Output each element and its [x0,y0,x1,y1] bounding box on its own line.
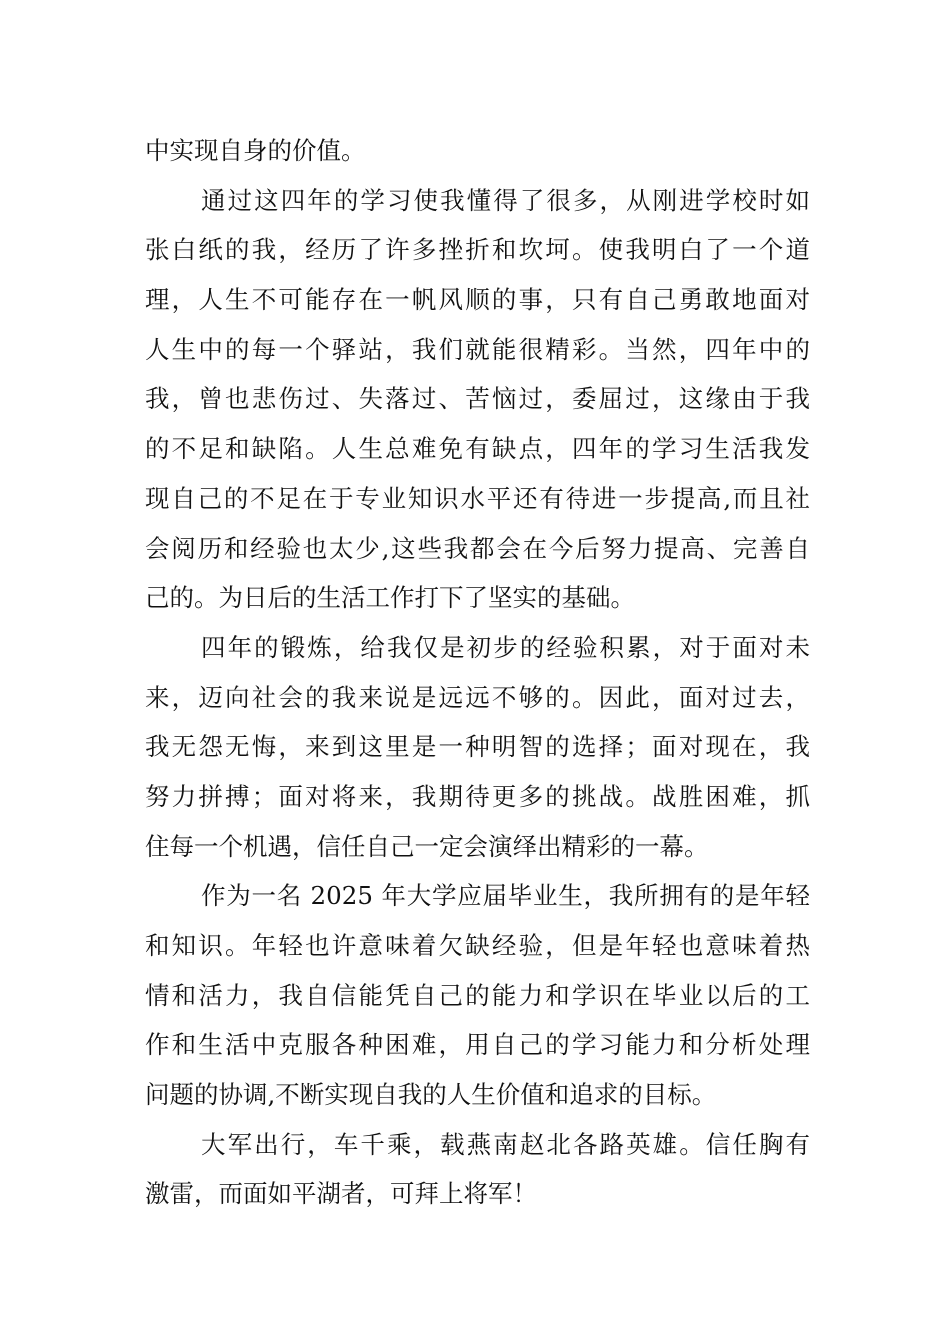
text-line: 问题的协调,不断实现自我的人生价值和追求的目标。 [145,1080,717,1110]
text-line: 作和生活中克服各种困难，用自己的学习能力和分析处理 [145,1030,810,1060]
text-line: 住每一个机遇，信任自己一定会演绎出精彩的一幕。 [145,831,709,861]
text-line: 我，曾也悲伤过、失落过、苦恼过，委屈过，这缘由于我 [145,384,810,414]
text-line: 作为一名 2025 年大学应届毕业生，我所拥有的是年轻 [201,881,810,911]
text-line: 激雷，而面如平湖者，可拜上将军！ [145,1179,537,1209]
text-line: 理，人生不可能存在一帆风顺的事，只有自己勇敢地面对 [145,285,810,315]
text-line: 四年的锻炼，给我仅是初步的经验积累，对于面对未 [201,632,810,662]
text-line: 大军出行，车千乘，载燕南赵北各路英雄。信任胸有 [201,1129,810,1159]
text-line: 通过这四年的学习使我懂得了很多，从刚进学校时如 [201,185,810,215]
text-line: 努力拼搏；面对将来，我期待更多的挑战。战胜困难，抓 [145,781,810,811]
document-body [145,126,810,1219]
text-line: 来，迈向社会的我来说是远远不够的。因此，面对过去， [145,682,810,712]
text-line: 的不足和缺陷。人生总难免有缺点，四年的学习生活我发 [145,434,810,464]
text-line: 会阅历和经验也太少,这些我都会在今后努力提高、完善自 [145,533,810,563]
text-line: 张白纸的我，经历了许多挫折和坎坷。使我明白了一个道 [145,235,810,265]
text-line: 情和活力，我自信能凭自己的能力和学识在毕业以后的工 [145,980,810,1010]
text-line: 中实现自身的价值。 [145,136,366,165]
text-line: 现自己的不足在于专业知识水平还有待进一步提高,而且社 [145,483,810,513]
text-line: 我无怨无悔，来到这里是一种明智的选择；面对现在，我 [145,732,810,762]
text-line: 己的。为日后的生活工作打下了坚实的基础。 [145,583,635,613]
text-line: 人生中的每一个驿站，我们就能很精彩。当然，四年中的 [145,334,810,364]
text-line: 和知识。年轻也许意味着欠缺经验，但是年轻也意味着热 [145,931,810,960]
